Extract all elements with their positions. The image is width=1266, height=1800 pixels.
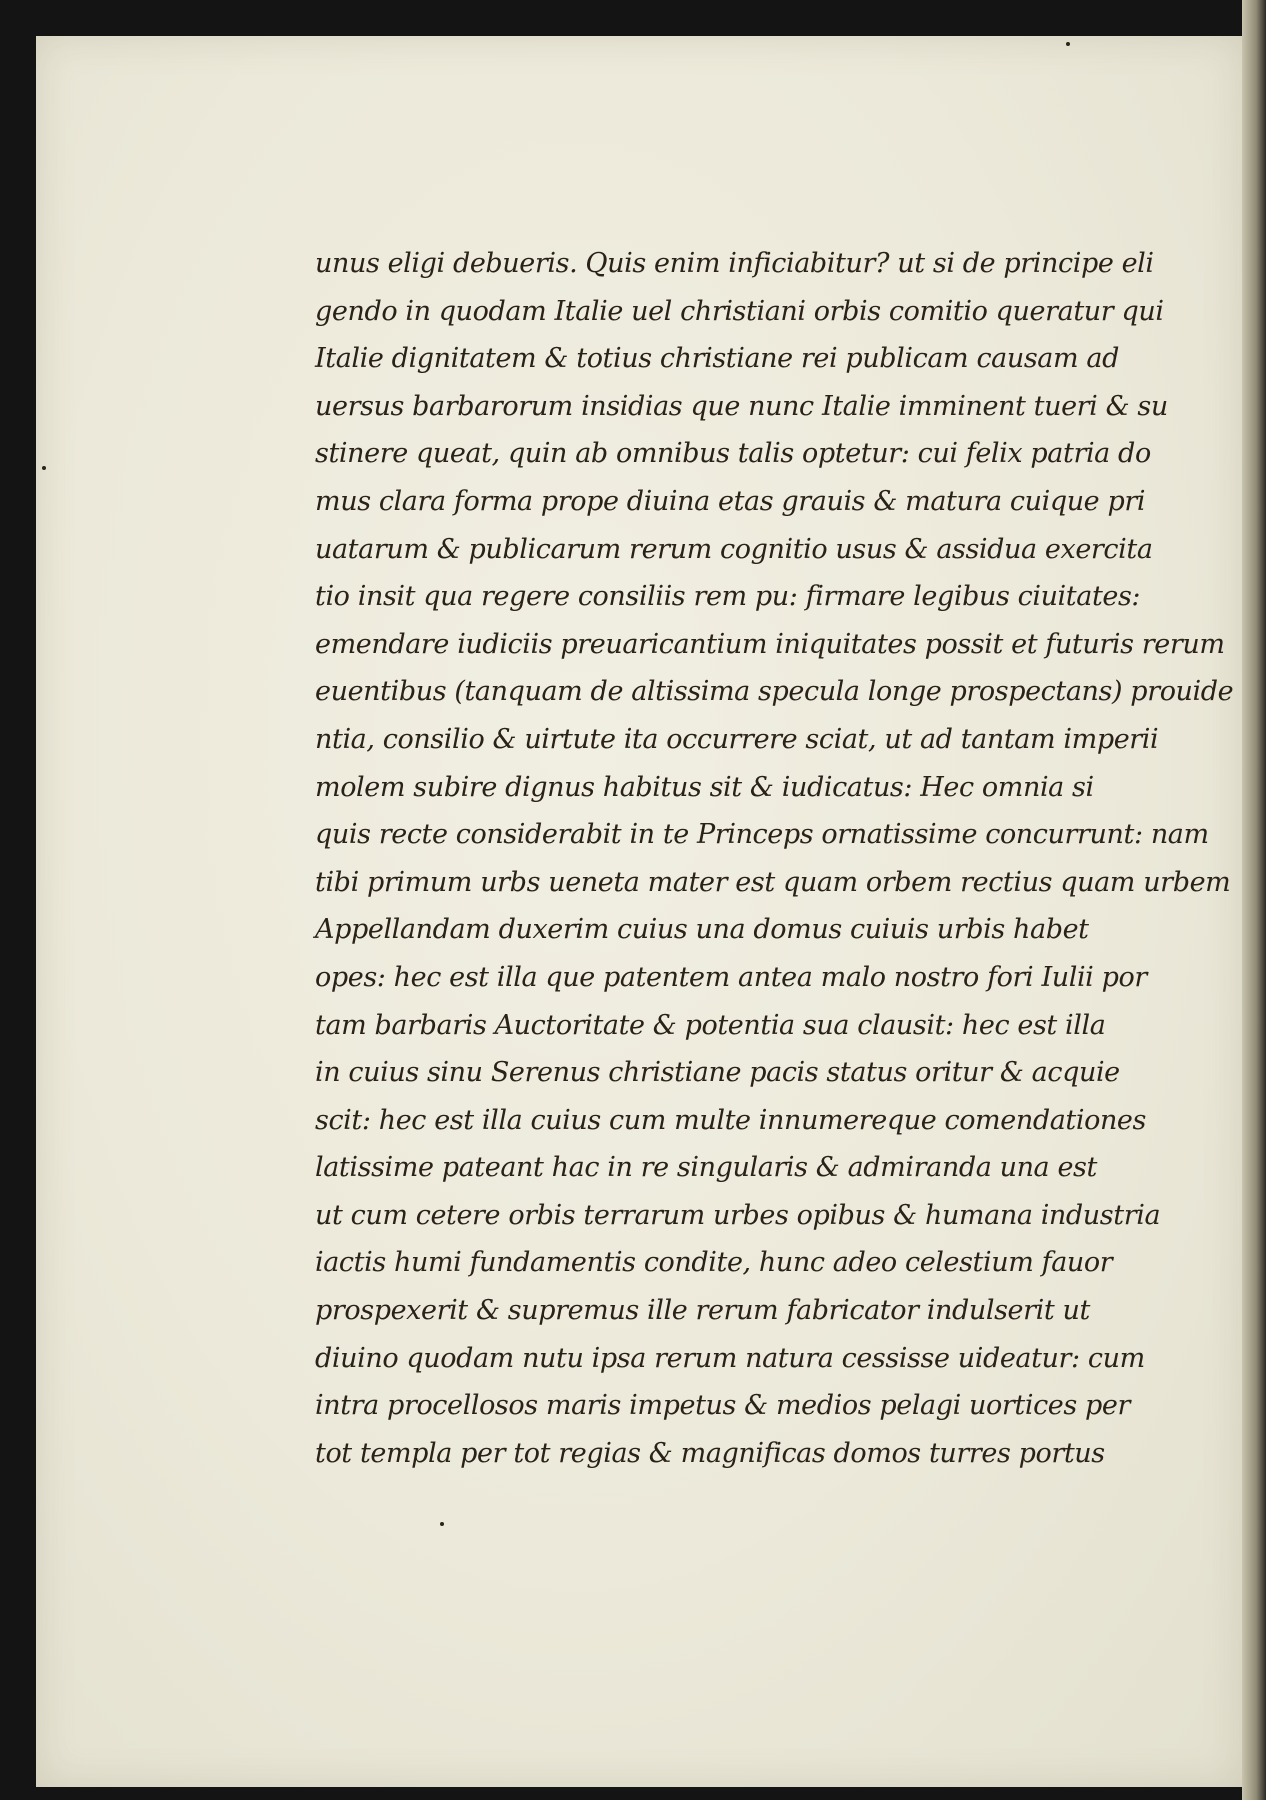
text-line: tibi primum urbs ueneta mater est quam orbem rectius quam urbem xyxy=(315,866,1231,898)
text-line: diuino quodam nutu ipsa rerum natura cessisse uideatur: cum xyxy=(315,1342,1145,1374)
text-line: molem subire dignus habitus sit & iudicatus: Hec omnia si xyxy=(315,771,1094,803)
ink-speck xyxy=(1066,42,1070,46)
text-line: prospexerit & supremus ille rerum fabricator indulserit ut xyxy=(315,1295,1090,1327)
text-line: scit: hec est illa cuius cum multe innumereque comendationes xyxy=(315,1104,1146,1136)
text-line: uersus barbarorum insidias que nunc Italie imminent tueri & su xyxy=(315,390,1168,422)
text-line: emendare iudiciis preuaricantium iniquitates possit et futuris rerum xyxy=(315,628,1225,660)
text-line: tot templa per tot regias & magnificas domos turres portus xyxy=(315,1437,1105,1469)
text-line: latissime pateant hac in re singularis & admiranda una est xyxy=(315,1152,1097,1184)
text-line: intra procellosos maris impetus & medios pelagi uortices per xyxy=(315,1390,1130,1422)
text-line: iactis humi fundamentis condite, hunc adeo celestium fauor xyxy=(315,1247,1113,1279)
manuscript-text xyxy=(315,240,1234,1477)
text-line: unus eligi debueris. Quis enim inficiabitur? ut si de principe eli xyxy=(315,248,1154,279)
text-line: tio insit qua regere consiliis rem pu: firmare legibus ciuitates: xyxy=(315,581,1141,613)
text-line: gendo in quodam Italie uel christiani orbis comitio queratur qui xyxy=(315,295,1164,327)
text-line: opes: hec est illa que patentem antea malo nostro fori Iulii por xyxy=(315,961,1147,993)
text-line: mus clara forma prope diuina etas grauis & matura cuique pri xyxy=(315,485,1146,517)
text-line: stinere queat, quin ab omnibus talis optetur: cui felix patria do xyxy=(315,438,1151,470)
text-line: euentibus (tanquam de altissima specula longe prospectans) prouide xyxy=(315,676,1234,708)
text-line: ut cum cetere orbis terrarum urbes opibus & humana industria xyxy=(315,1199,1161,1231)
text-line: uatarum & publicarum rerum cognitio usus & assidua exercita xyxy=(315,533,1153,565)
text-line: ntia, consilio & uirtute ita occurrere sciat, ut ad tantam imperii xyxy=(315,723,1159,755)
ink-speck xyxy=(440,1522,444,1526)
text-line: Italie dignitatem & totius christiane rei publicam causam ad xyxy=(315,343,1119,375)
facing-page-edge xyxy=(1242,0,1266,1800)
text-line: in cuius sinu Serenus christiane pacis status oritur & acquie xyxy=(315,1057,1120,1089)
ink-speck xyxy=(42,466,46,470)
text-line: Appellandam duxerim cuius una domus cuiuis urbis habet xyxy=(315,914,1089,946)
text-line: tam barbaris Auctoritate & potentia sua clausit: hec est illa xyxy=(315,1009,1106,1041)
text-line: quis recte considerabit in te Princeps ornatissime concurrunt: nam xyxy=(315,819,1209,851)
